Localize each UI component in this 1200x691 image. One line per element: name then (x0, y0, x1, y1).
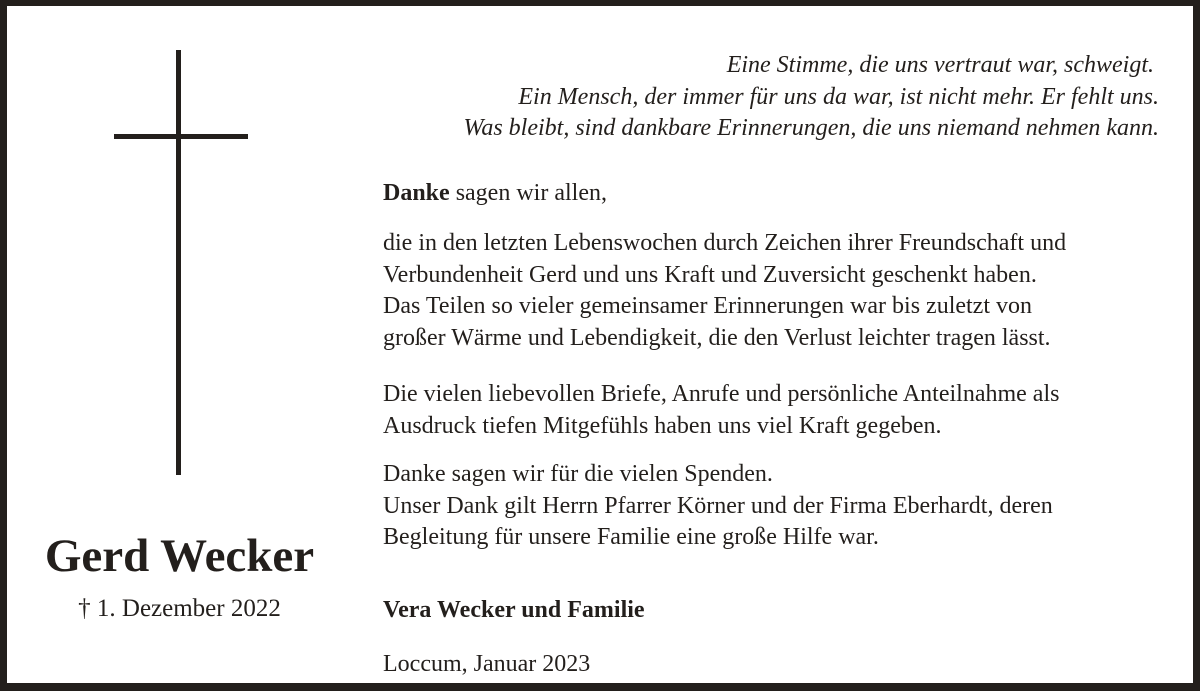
cross-horizontal-bar (114, 134, 248, 139)
thanks-rest: sagen wir allen, (449, 180, 607, 206)
poem (464, 50, 1159, 145)
paragraph-line: Begleitung für unsere Familie eine große Hilfe war. (383, 524, 879, 550)
signature: Vera Wecker und Familie (383, 597, 645, 623)
paragraph-line: Das Teilen so vieler gemeinsamer Erinnerungen war bis zuletzt von (383, 293, 1032, 319)
paragraph-line: die in den letzten Lebenswochen durch Zeichen ihrer Freundschaft und (383, 230, 1067, 256)
paragraph-3 (383, 459, 1053, 554)
paragraph-line: Unser Dank gilt Herrn Pfarrer Körner und der Firma Eberhardt, deren (383, 492, 1053, 519)
paragraph-1 (383, 228, 1066, 354)
thanks-bold-word: Danke (383, 180, 450, 206)
paragraph-line: Die vielen liebevollen Briefe, Anrufe und persönliche Anteilnahme als (383, 381, 1060, 407)
death-date: † 1. Dezember 2022 (78, 595, 281, 622)
poem-line: Eine Stimme, die uns vertraut war, schweigt. (726, 52, 1154, 78)
paragraph-line: Danke sagen wir für die vielen Spenden. (383, 461, 773, 487)
paragraph-line: großer Wärme und Lebendigkeit, die den Verlust leichter tragen lässt. (383, 324, 1051, 351)
thanks-heading (383, 178, 607, 210)
poem-line: Was bleibt, sind dankbare Erinnerungen, die uns niemand nehmen kann. (463, 115, 1159, 141)
cross-vertical-bar (176, 50, 181, 475)
paragraph-line: Verbundenheit Gerd und uns Kraft und Zuversicht geschenkt haben. (383, 261, 1037, 288)
place-date: Loccum, Januar 2023 (383, 651, 591, 677)
paragraph-line: Ausdruck tiefen Mitgefühls haben uns viel Kraft gegeben. (383, 412, 942, 439)
poem-line: Ein Mensch, der immer für uns da war, ist nicht mehr. Er fehlt uns. (518, 83, 1159, 110)
paragraph-2 (383, 379, 1059, 442)
deceased-name: Gerd Wecker (44, 530, 315, 582)
